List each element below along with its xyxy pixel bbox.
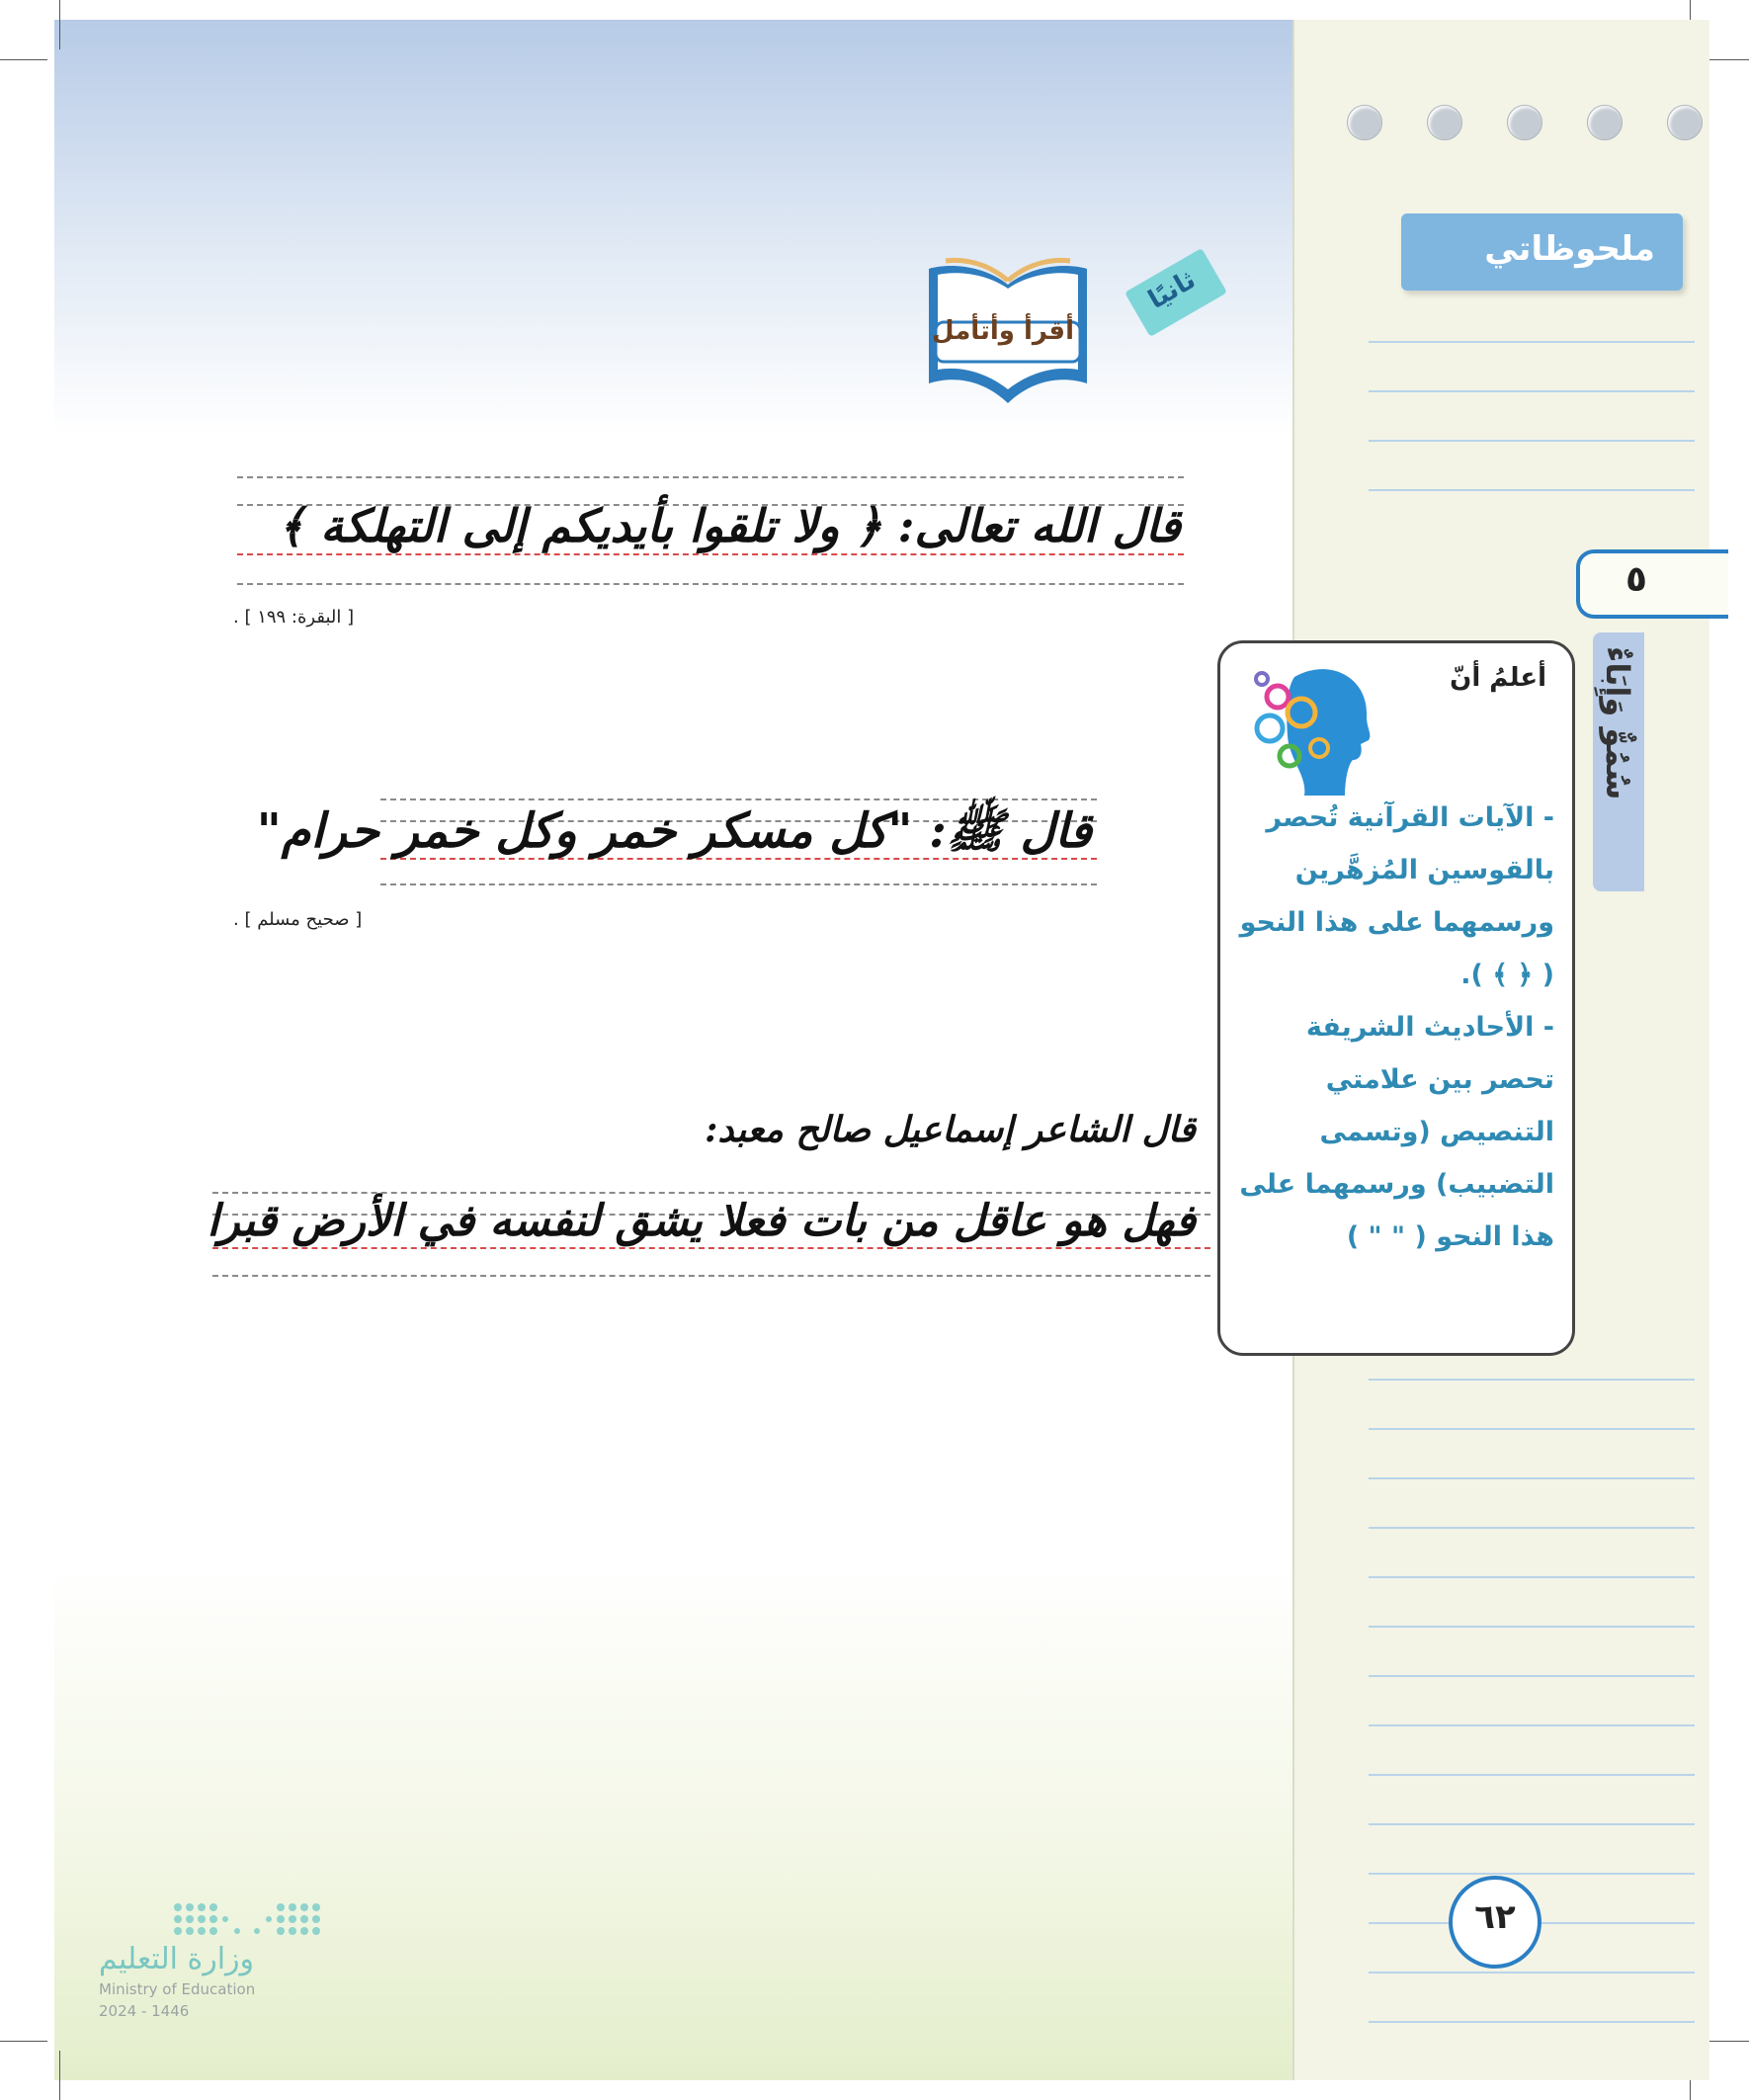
binder-hole-icon — [1507, 105, 1542, 140]
notes-rule-line — [1369, 1626, 1695, 1628]
page-background — [54, 20, 1294, 2080]
notes-rule-line — [1369, 1774, 1695, 1776]
verse-reference: [ البقرة: ١٩٩ ] . — [233, 607, 355, 628]
notes-rule-line — [1369, 489, 1695, 491]
guide-line-baseline — [212, 1247, 1210, 1249]
guide-line — [237, 583, 1184, 585]
poem-line: فهل هو عاقل من بات فعلا يشق لنفسه في الأرض قبرا — [207, 1196, 1196, 1246]
binder-hole-icon — [1347, 105, 1382, 140]
page-number: ٦٢ — [1474, 1897, 1516, 1937]
notes-rule-line — [1369, 1675, 1695, 1677]
notes-rule-line — [1369, 1527, 1695, 1529]
ministry-name-ar: وزارة التعليم — [99, 1942, 255, 1976]
crop-mark — [0, 59, 47, 60]
notes-rule-line — [1369, 1477, 1695, 1479]
info-point-hadith: - الأحاديث الشريفة تحصر بين علامتي التنصيص (وتسمى التضبيب) ورسمهما على هذا النحو ( " " ) — [1239, 1012, 1554, 1252]
guide-line — [380, 883, 1097, 885]
guide-line-baseline — [237, 553, 1184, 555]
page-number-badge — [1449, 1876, 1541, 1969]
notes-rule-line — [1369, 1379, 1695, 1381]
section-badge-label: ثانيًا — [1143, 265, 1202, 316]
guide-line — [380, 798, 1097, 800]
notes-rule-line — [1369, 1724, 1695, 1726]
hadith-reference: [ صحيح مسلم ] . — [233, 909, 363, 930]
unit-number-tab — [1576, 549, 1728, 619]
notes-header — [1401, 213, 1683, 291]
binder-hole-icon — [1667, 105, 1703, 140]
notes-rule-line — [1369, 440, 1695, 442]
head-gears-icon — [1250, 657, 1374, 800]
guide-line — [212, 1192, 1210, 1194]
unit-title-tab — [1593, 632, 1644, 891]
unit-title: سُمُوٌّ وَإِبَاءٌ — [1599, 646, 1636, 800]
guide-line — [237, 476, 1184, 478]
verse-text: قال الله تعالى: ﴿ ولا تلقوا بأيديكم إلى التهلكة ﴾ — [278, 499, 1181, 552]
notes-rule-line — [1369, 2021, 1695, 2023]
notes-rule-line — [1369, 1823, 1695, 1825]
info-box — [1217, 640, 1575, 1356]
crop-mark — [59, 0, 60, 49]
binder-hole-icon — [1427, 105, 1462, 140]
notes-header-label: ملحوظاتي — [1484, 229, 1655, 269]
crop-mark — [59, 2051, 60, 2100]
guide-line — [212, 1275, 1210, 1277]
hadith-text: قال ﷺ: "كل مسكر خمر وكل خمر حرام" — [256, 803, 1092, 859]
binder-hole-icon — [1587, 105, 1623, 140]
notes-rule-line — [1369, 1428, 1695, 1430]
info-box-title: أعلمُ أنّ — [1450, 663, 1546, 693]
notes-rule-line — [1369, 1873, 1695, 1875]
section-label: أقرأ وأتأمل — [932, 316, 1074, 346]
notes-rule-line — [1369, 341, 1695, 343]
unit-number: ٥ — [1625, 559, 1647, 600]
ministry-logo-icon — [168, 1899, 326, 1947]
notes-rule-line — [1369, 390, 1695, 392]
notes-rule-line — [1369, 1972, 1695, 1974]
ministry-year: 2024 - 1446 — [99, 2002, 190, 2020]
info-point-quran: - الآيات القرآنية تُحصر بالقوسين المُزهَّرين ورسمهما على هذا النحو ( ﴿ ﴾ ). — [1239, 802, 1554, 990]
ministry-name-en: Ministry of Education — [99, 1980, 256, 1998]
notes-rule-line — [1369, 1576, 1695, 1578]
crop-mark — [0, 2041, 47, 2042]
poem-intro: قال الشاعر إسماعيل صالح معبد: — [705, 1109, 1196, 1150]
